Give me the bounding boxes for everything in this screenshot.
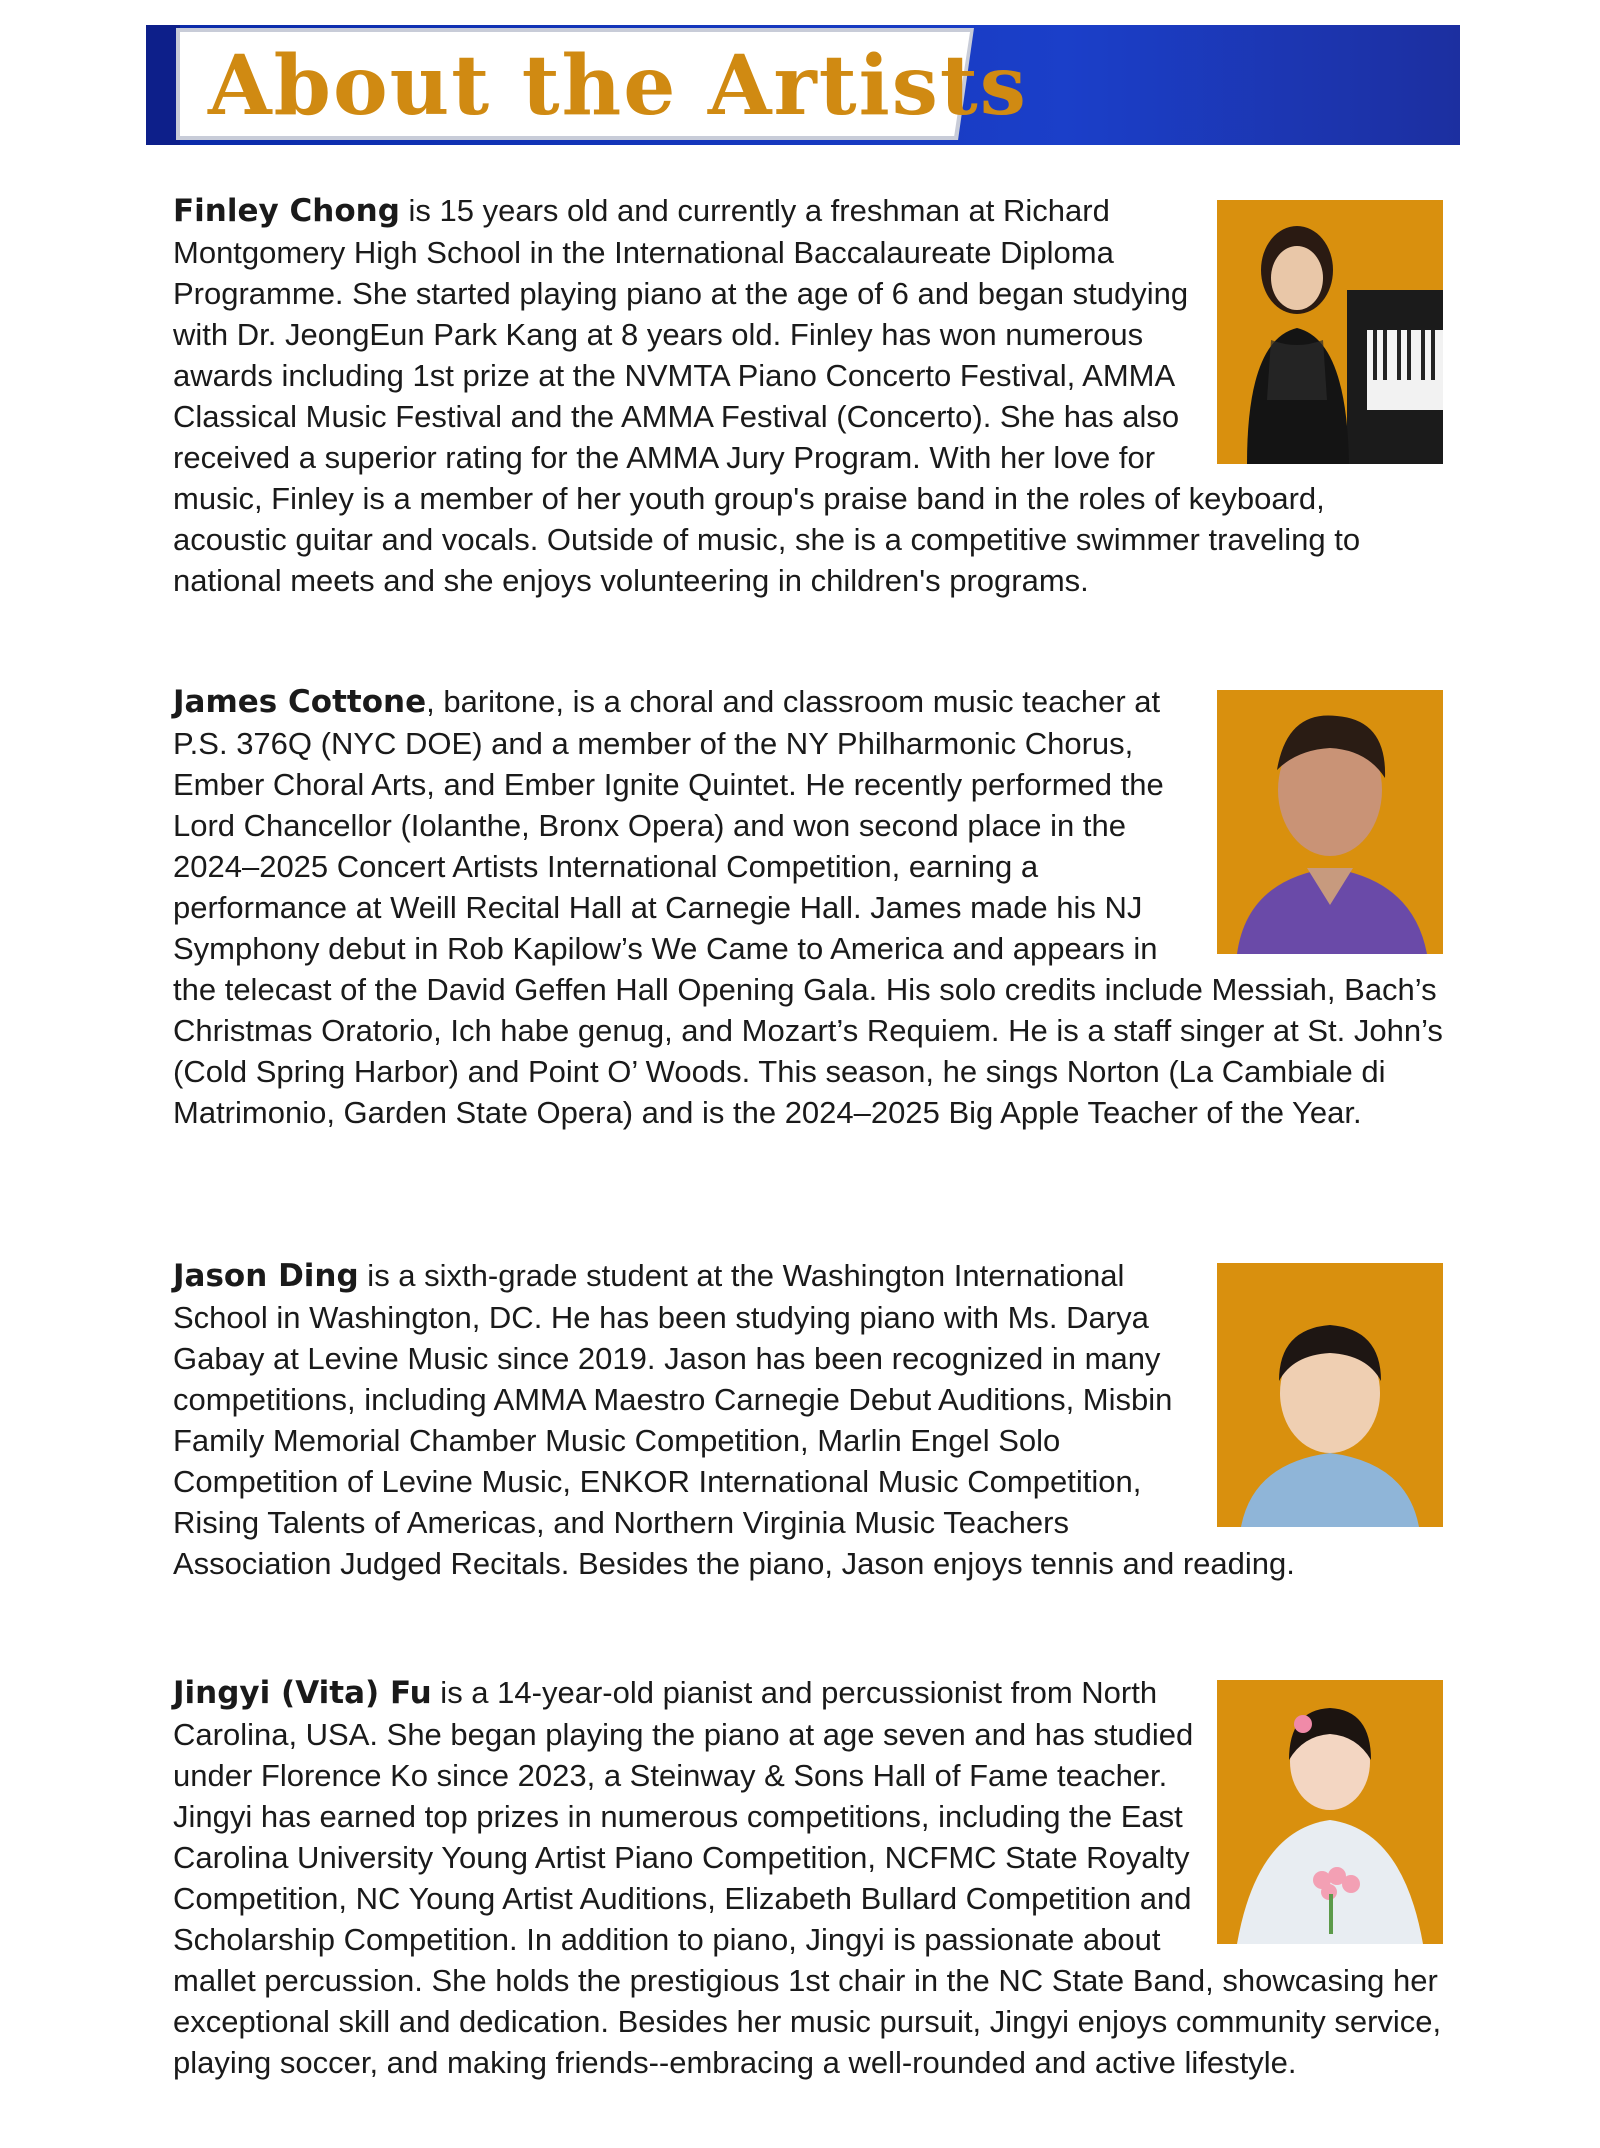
page-title: About the Artists bbox=[208, 38, 1028, 134]
finley-portrait-icon bbox=[1217, 200, 1443, 464]
james-portrait-icon bbox=[1217, 690, 1443, 954]
artist-name: Jingyi (Vita) Fu bbox=[173, 1675, 432, 1711]
artist-bio-jingyi bbox=[173, 1672, 1443, 2083]
artist-photo-jingyi bbox=[1217, 1680, 1443, 1944]
artist-bio-jason bbox=[173, 1255, 1443, 1584]
artist-name: James Cottone bbox=[173, 684, 427, 720]
artist-bio-text: is 15 years old and currently a freshman at Richard Montgomery High School in the International Baccalaureate Diploma Programme. She started playing piano at the age of 6 and began studying with Dr. JeongEun Park Kang at 8 years old. Finley has won numerous awards including 1st prize at the NVMTA Piano Concerto Festival, AMMA Classical Music Festival and the AMMA Festival (Concerto). She has also received a superior rating for the AMMA Jury Program. With her love for music, Finley is a member of her youth group's praise band in the roles of keyboard, acoustic guitar and vocals. Outside of music, she is a competitive swimmer traveling to national meets and she enjoys volunteering in children's programs. bbox=[173, 193, 1361, 598]
artist-bio-text: is a sixth-grade student at the Washington International School in Washington, DC. He has been studying piano with Ms. Darya Gabay at Levine Music since 2019. Jason has been recognized in many competitions, including AMMA Maestro Carnegie Debut Auditions, Misbin Family Memorial Chamber Music Competition, Marlin Engel Solo Competition of Levine Music, ENKOR International Music Competition, Rising Talents of Americas, and Northern Virginia Music Teachers Association Judged Recitals. Besides the piano, Jason enjoys tennis and reading. bbox=[173, 1258, 1295, 1581]
artist-photo-jason bbox=[1217, 1263, 1443, 1527]
jason-portrait-icon bbox=[1217, 1263, 1443, 1527]
artist-bio-finley bbox=[173, 190, 1443, 601]
artist-bio-text: , baritone, is a choral and classroom music teacher at P.S. 376Q (NYC DOE) and a member of the NY Philharmonic Chorus, Ember Choral Arts, and Ember Ignite Quintet. He recently performed the Lord Chancellor (Iolanthe, Bronx Opera) and won second place in the 2024–2025 Concert Artists International Competition, earning a performance at Weill Recital Hall at Carnegie Hall. James made his NJ Symphony debut in Rob Kapilow’s We Came to America and appears in the telecast of the David Geffen Hall Opening Gala. His solo credits include Messiah, Bach’s Christmas Oratorio, Ich habe genug, and Mozart’s Requiem. He is a staff singer at St. John’s (Cold Spring Harbor) and Point O’ Woods. This season, he sings Norton (La Cambiale di Matrimonio, Garden State Opera) and is the 2024–2025 Big Apple Teacher of the Year. bbox=[173, 684, 1443, 1130]
artist-bio-james bbox=[173, 681, 1443, 1133]
artist-photo-finley bbox=[1217, 200, 1443, 464]
artist-name: Jason Ding bbox=[173, 1258, 359, 1294]
artist-name: Finley Chong bbox=[173, 193, 400, 229]
artist-photo-james bbox=[1217, 690, 1443, 954]
artist-bio-text: is a 14-year-old pianist and percussionist from North Carolina, USA. She began playing the piano at age seven and has studied under Florence Ko since 2023, a Steinway & Sons Hall of Fame teacher. Jingyi has earned top prizes in numerous competitions, including the East Carolina University Young Artist Piano Competition, NCFMC State Royalty Competition, NC Young Artist Auditions, Elizabeth Bullard Competition and Scholarship Competition. In addition to piano, Jingyi is passionate about mallet percussion. She holds the prestigious 1st chair in the NC State Band, showcasing her exceptional skill and dedication. Besides her music pursuit, Jingyi enjoys community service, playing soccer, and making friends--embracing a well-rounded and active lifestyle. bbox=[173, 1675, 1442, 2080]
jingyi-portrait-icon bbox=[1217, 1680, 1443, 1944]
banner-edge bbox=[146, 25, 180, 145]
